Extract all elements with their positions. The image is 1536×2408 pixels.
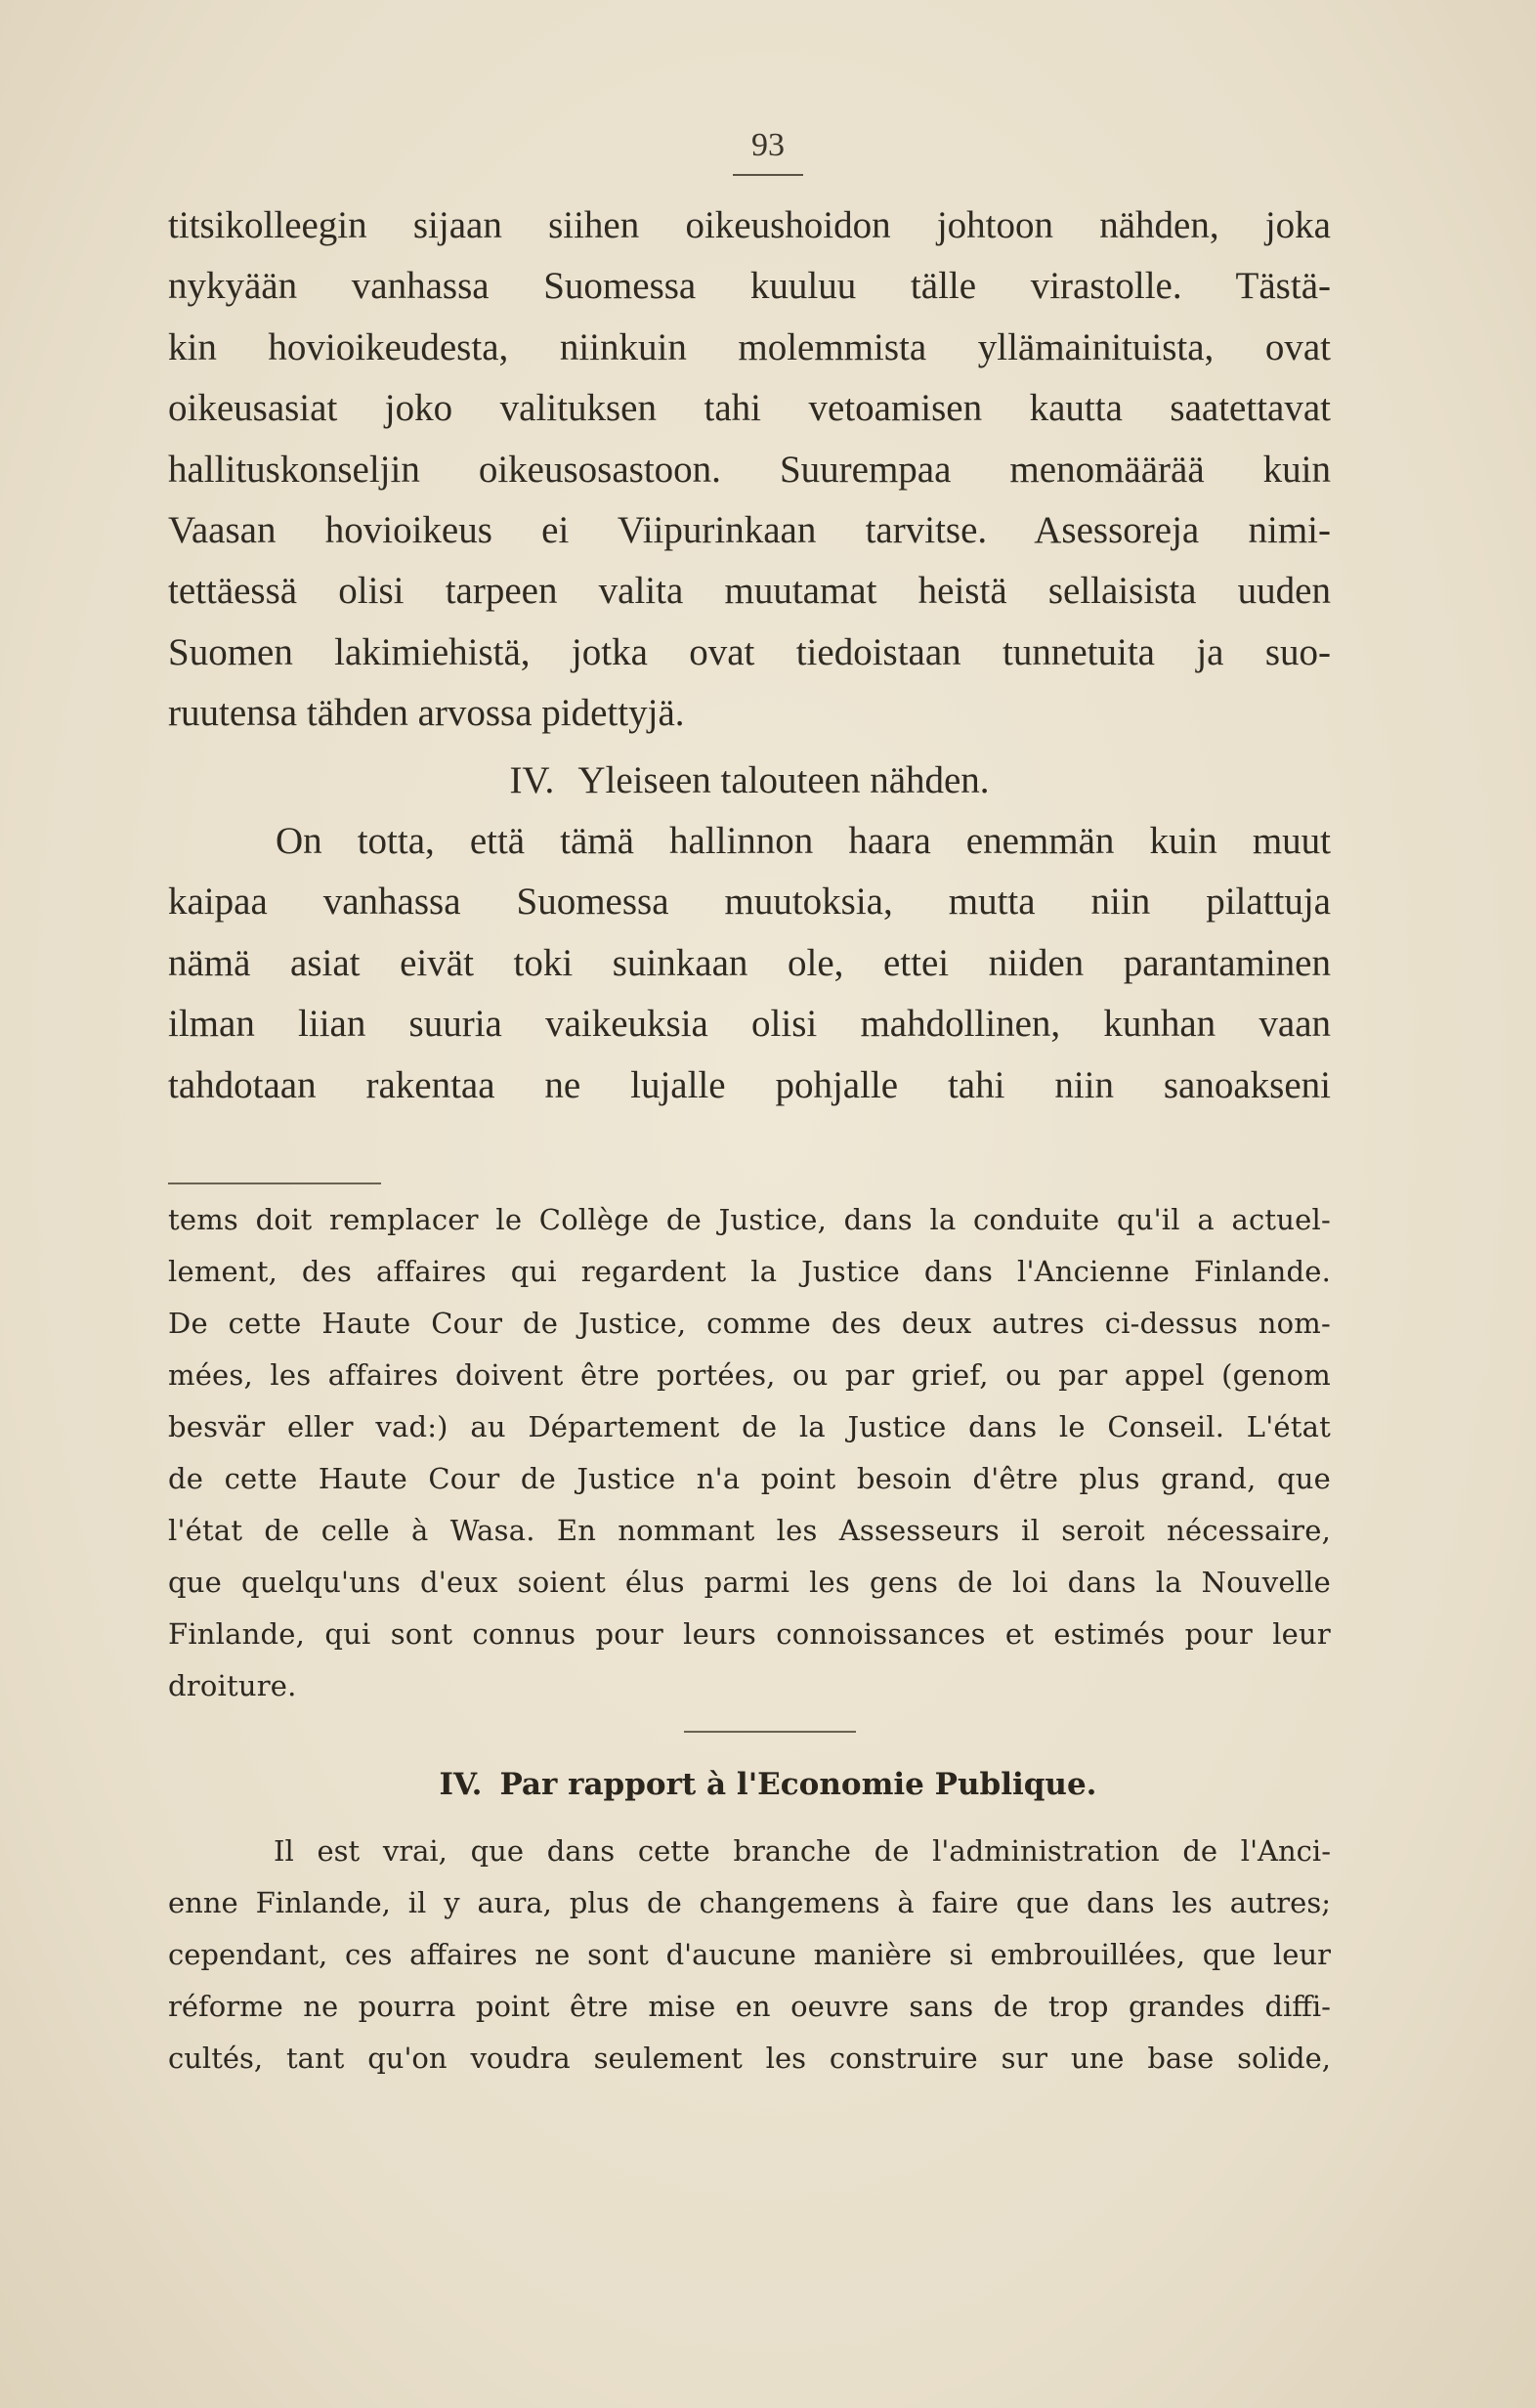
text-line: nämä asiat eivät toki suinkaan ole, ettei niiden parantaminen <box>168 941 1331 984</box>
text-line: kaipaa vanhassa Suomessa muutoksia, mutta niin pilattuja <box>168 881 1331 924</box>
text-line: hallituskonseljin oikeusosastoon. Suurempaa menomäärää kuin <box>168 448 1331 491</box>
text-line: titsikolleegin sijaan siihen oikeushoidon johtoon nähden, joka <box>168 204 1331 246</box>
text-line: enne Finlande, il y aura, plus de changemens à faire que dans les autres; <box>168 1886 1331 1919</box>
page-number: 93 <box>751 127 785 163</box>
text-line: ilman liian suuria vaikeuksia olisi mahdollinen, kunhan vaan <box>168 1003 1331 1046</box>
finnish-paragraph-2 <box>168 811 1331 1116</box>
finnish-section-title: Yleiseen talouteen nähden. <box>577 758 990 801</box>
text-line: ruutensa tähden arvossa pidettyjä. <box>168 692 685 735</box>
text-line: tettäessä olisi tarpeen valita muutamat heistä sellaisista uuden <box>168 570 1331 613</box>
french-paragraph-1 <box>168 1194 1331 1712</box>
french-text-block <box>168 1194 1331 1712</box>
text-line: kin hovioikeudesta, niinkuin molemmista yllämainituista, ovat <box>168 325 1331 368</box>
text-line: oikeusasiat joko valituksen tahi vetoamisen kautta saatettavat <box>168 387 1331 430</box>
text-line: cultés, tant qu'on voudra seulement les construire sur une base solide, <box>168 2042 1331 2075</box>
text-line: nykyään vanhassa Suomessa kuuluu tälle virastolle. Tästä- <box>168 265 1331 308</box>
finnish-text-block <box>168 195 1331 1116</box>
text-line: On totta, että tämä hallinnon haara enemmän kuin muut <box>276 820 1331 863</box>
text-line: Suomen lakimiehistä, jotka ovat tiedoistaan tunnetuita ja suo- <box>168 630 1331 673</box>
text-line: lement, des affaires qui regardent la Justice dans l'Ancienne Finlande. <box>168 1255 1331 1288</box>
text-line: Vaasan hovioikeus ei Viipurinkaan tarvitse. Asessoreja nimi- <box>168 509 1331 552</box>
finnish-section-heading <box>168 751 1331 811</box>
text-line: tems doit remplacer le Collège de Justice, dans la conduite qu'il a actuel- <box>168 1203 1331 1236</box>
text-line: Il est vrai, que dans cette branche de l'administration de l'Anci- <box>274 1834 1331 1868</box>
text-line: cependant, ces affaires ne sont d'aucune manière si embrouillées, que leur <box>168 1938 1331 1971</box>
french-section-heading <box>0 1767 1536 1802</box>
page-number-underline <box>733 174 803 176</box>
text-line: droiture. <box>168 1669 297 1702</box>
finnish-section-number: IV. <box>509 758 555 801</box>
french-section-number: IV. <box>439 1767 483 1802</box>
french-text-block-2 <box>168 1826 1331 2085</box>
text-line: que quelqu'uns d'eux soient élus parmi les gens de loi dans la Nouvelle <box>168 1566 1331 1599</box>
section-separator <box>684 1731 856 1733</box>
footnote-separator <box>168 1182 381 1184</box>
finnish-paragraph-1 <box>168 195 1331 745</box>
text-line: tahdotaan rakentaa ne lujalle pohjalle tahi niin sanoakseni <box>168 1063 1331 1106</box>
text-line: Finlande, qui sont connus pour leurs connoissances et estimés pour leur <box>168 1617 1331 1651</box>
french-paragraph-2 <box>168 1826 1331 2085</box>
french-section-title: Par rapport à l'Economie Publique. <box>499 1767 1097 1802</box>
text-line: l'état de celle à Wasa. En nommant les Assesseurs il seroit nécessaire, <box>168 1514 1331 1547</box>
text-line: de cette Haute Cour de Justice n'a point besoin d'être plus grand, que <box>168 1462 1331 1495</box>
text-line: besvär eller vad:) au Département de la Justice dans le Conseil. L'état <box>168 1410 1331 1443</box>
text-line: mées, les affaires doivent être portées, ou par grief, ou par appel (genom <box>168 1358 1331 1392</box>
text-line: De cette Haute Cour de Justice, comme des deux autres ci-dessus nom- <box>168 1307 1331 1340</box>
text-line: réforme ne pourra point être mise en oeuvre sans de trop grandes diffi- <box>168 1990 1331 2023</box>
